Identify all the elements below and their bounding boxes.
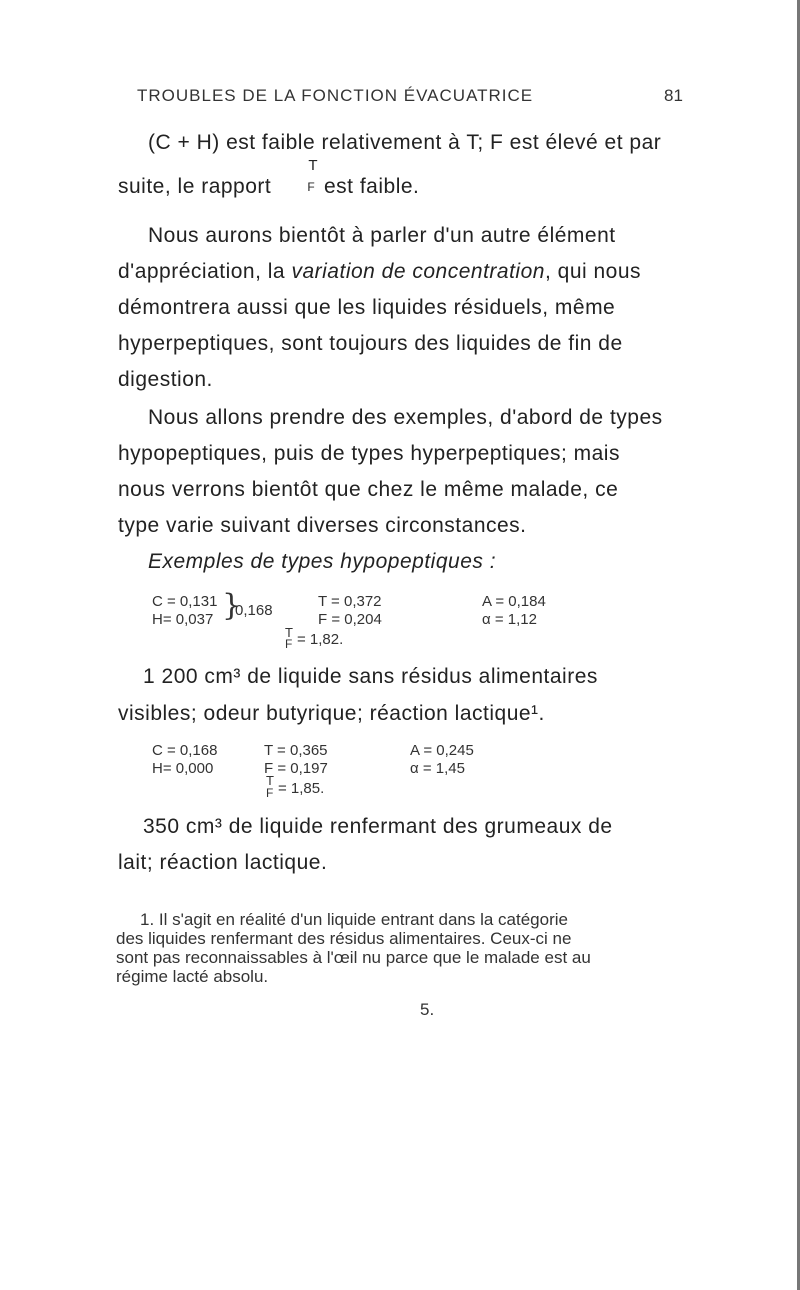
paragraph1-line2-before: suite, le rapport [118,175,272,198]
footnote-line1: 1. Il s'agit en réalité d'un liquide entrant dans la catégorie [140,910,568,929]
examples-heading [148,550,496,574]
ex1-brace: } [222,588,242,623]
examples-heading-text: Exemples de types hypopeptiques : [148,550,497,573]
ex2-h: H= 0,000 [152,760,214,777]
ex1-a: A = 0,184 [482,593,546,610]
ex1-desc-line1: 1 200 cm³ de liquide sans résidus alimentaires [143,665,598,688]
ex2-f: F = 0,197 [264,760,328,777]
paragraph2-line2-before: d'appréciation, la [118,260,286,283]
paragraph3-line3: nous verrons bientôt que chez le même malade, ce [118,478,619,501]
ex2-ratio-val: = 1,85. [278,780,325,797]
ex1-ratio-val: = 1,82. [297,631,344,648]
footnote-line2: des liquides renfermant des résidus alimentaires. Ceux-ci ne [116,929,572,948]
ratio-denominator: F [307,180,315,194]
paragraph2-line4: hyperpeptiques, sont toujours des liquides de fin de [118,332,623,355]
footnote-line4: régime lacté absolu. [116,967,269,986]
ex1-h: H= 0,037 [152,611,214,628]
ex1-alpha: α = 1,12 [482,611,537,628]
paragraph2-line2-after: , qui nous [544,260,642,283]
paragraph3-line2: hypopeptiques, puis de types hyperpeptiques; mais [118,442,620,465]
paragraph3-line1: Nous allons prendre des exemples, d'abord de types [148,406,663,429]
paragraph1-line2-after: est faible. [324,175,420,198]
ex1-t: T = 0,372 [318,593,382,610]
ex1-ratio-num: T [285,625,293,640]
paragraph2-line5: digestion. [118,368,213,391]
ex1-desc-line2: visibles; odeur butyrique; réaction lactique¹. [118,702,545,725]
ex2-ratio-den: F [266,786,274,800]
ex2-c: C = 0,168 [152,742,218,759]
paragraph2-line1: Nous aurons bientôt à parler d'un autre élément [148,224,616,247]
ex1-ch-sum: 0,168 [235,602,273,619]
ex1-ratio-den: F [285,637,293,651]
paragraph1-line1: (C + H) est faible relativement à T; F est élevé et par [148,131,662,154]
running-header-title: TROUBLES DE LA FONCTION ÉVACUATRICE [137,86,534,105]
ex2-ratio-num: T [266,773,274,788]
ex2-a: A = 0,245 [410,742,474,759]
paragraph2-italic: variation de concentration [291,260,545,283]
ex2-alpha: α = 1,45 [410,760,465,777]
ratio-numerator: T [308,157,318,174]
paragraph3-line4: type varie suivant diverses circonstances. [118,514,527,537]
ex2-t: T = 0,365 [264,742,328,759]
footnote-line3: sont pas reconnaissables à l'œil nu parce que le malade est au [116,948,591,967]
paragraph2-line2 [118,260,641,284]
signature-mark: 5. [420,1000,435,1019]
ex1-f: F = 0,204 [318,611,382,628]
ex1-c: C = 0,131 [152,593,218,610]
ex2-desc-line1: 350 cm³ de liquide renfermant des grumeaux de [143,815,613,838]
ex2-desc-line2: lait; réaction lactique. [118,851,328,874]
paragraph2-line3: démontrera aussi que les liquides résiduels, même [118,296,616,319]
page-number: 81 [664,86,683,105]
